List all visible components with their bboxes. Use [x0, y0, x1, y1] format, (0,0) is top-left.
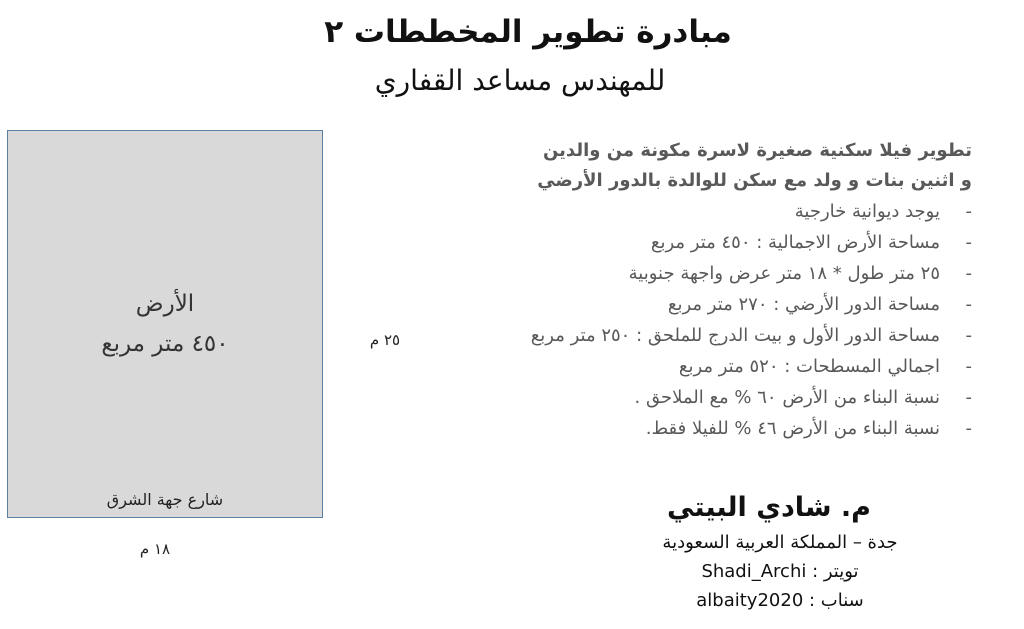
bullet-dash: -	[965, 387, 972, 408]
list-item	[412, 258, 972, 289]
list-item-text: نسبة البناء من الأرض ٤٦ % للفيلا فقط.	[645, 418, 940, 439]
list-item	[412, 196, 972, 227]
description-heading-line1: تطوير فيلا سكنية صغيرة لاسرة مكونة من والدين	[542, 140, 972, 161]
land-plot	[7, 130, 323, 518]
list-item-text: نسبة البناء من الأرض ٦٠ % مع الملاحق .	[634, 387, 940, 408]
list-item	[412, 227, 972, 258]
author-location: جدة – المملكة العربية السعودية	[662, 532, 898, 553]
list-item-text: مساحة الدور الأول و بيت الدرج للملحق : ٢٥٠ متر مربع	[530, 325, 940, 346]
description-heading-line2: و اثنين بنات و ولد مع سكن للوالدة بالدور الأرضي	[537, 170, 972, 191]
list-item	[412, 320, 972, 351]
page-title: مبادرة تطوير المخططات ٢	[324, 14, 732, 50]
list-item	[412, 413, 972, 444]
requirements-list	[412, 196, 972, 444]
width-dimension: ١٨ م	[139, 540, 171, 558]
list-item	[412, 289, 972, 320]
list-item-text: يوجد ديوانية خارجية	[794, 201, 940, 222]
project-description	[412, 136, 972, 444]
list-item-text: اجمالي المسطحات : ٥٢٠ متر مربع	[678, 356, 940, 377]
page-subtitle: للمهندس مساعد القفاري	[374, 64, 666, 97]
land-title: الأرض	[135, 291, 195, 317]
author-signature	[560, 488, 1000, 615]
bullet-dash: -	[965, 356, 972, 377]
list-item-text: ٢٥ متر طول * ١٨ متر عرض واجهة جنوبية	[628, 263, 940, 284]
land-area: ٤٥٠ متر مربع	[101, 331, 229, 357]
bullet-dash: -	[965, 201, 972, 222]
bullet-dash: -	[965, 232, 972, 253]
twitter-handle: تويتر : Shadi_Archi	[701, 561, 859, 582]
bullet-dash: -	[965, 294, 972, 315]
bullet-dash: -	[965, 263, 972, 284]
snapchat-handle: سناب : albaity2020	[696, 590, 864, 611]
length-dimension: ٢٥ م	[369, 331, 401, 349]
author-name: م. شادي البيتي	[667, 492, 871, 523]
street-label: شارع جهة الشرق	[106, 490, 224, 509]
bullet-dash: -	[965, 325, 972, 346]
list-item-text: مساحة الدور الأرضي : ٢٧٠ متر مربع	[667, 294, 940, 315]
list-item	[412, 382, 972, 413]
list-item	[412, 351, 972, 382]
list-item-text: مساحة الأرض الاجمالية : ٤٥٠ متر مربع	[650, 232, 940, 253]
bullet-dash: -	[965, 418, 972, 439]
